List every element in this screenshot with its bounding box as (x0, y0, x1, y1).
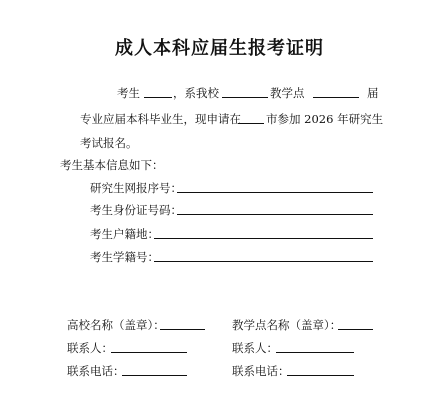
household-label: 考生户籍地： (90, 227, 159, 241)
student-number-label: 考生学籍号： (90, 250, 159, 264)
center-seal-blank[interactable] (338, 329, 373, 330)
school-contact-blank[interactable] (111, 352, 187, 353)
examinee-label: 考生 (117, 86, 140, 100)
school-seal-label: 高校名称（盖章）： (67, 318, 165, 332)
apply-text: 考试报名。 (80, 136, 138, 150)
id-number-label: 考生身份证号码： (90, 203, 182, 217)
school-seal-blank[interactable] (160, 329, 205, 330)
student-number-blank[interactable] (154, 261, 373, 262)
exam-city-text: 市参加 2026 年研究生 (266, 112, 384, 126)
center-seal-label: 教学点名称（盖章）： (232, 318, 342, 332)
center-contact-blank[interactable] (276, 352, 354, 353)
household-blank[interactable] (154, 238, 373, 239)
school-contact-label: 联系人： (67, 341, 113, 355)
graduation-year-label: 届 (367, 86, 379, 100)
registration-number-blank[interactable] (177, 192, 373, 193)
center-name-blank[interactable] (313, 97, 359, 98)
center-contact-label: 联系人： (232, 341, 278, 355)
center-phone-label: 联系电话： (232, 364, 290, 378)
school-label: ，系我校 (173, 86, 219, 100)
school-phone-label: 联系电话： (67, 364, 125, 378)
school-phone-blank[interactable] (122, 375, 187, 376)
info-heading: 考生基本信息如下： (60, 158, 164, 172)
major-label: 专业应届本科毕业生，现申请在 (80, 112, 241, 126)
center-phone-blank[interactable] (287, 375, 354, 376)
city-blank[interactable] (238, 123, 264, 124)
school-name-blank[interactable] (222, 97, 268, 98)
id-number-blank[interactable] (177, 214, 373, 215)
center-label: 教学点 (270, 86, 305, 100)
document-title: 成人本科应届生报考证明 (115, 38, 324, 59)
registration-number-label: 研究生网报序号： (90, 181, 182, 195)
examinee-name-blank[interactable] (144, 97, 172, 98)
